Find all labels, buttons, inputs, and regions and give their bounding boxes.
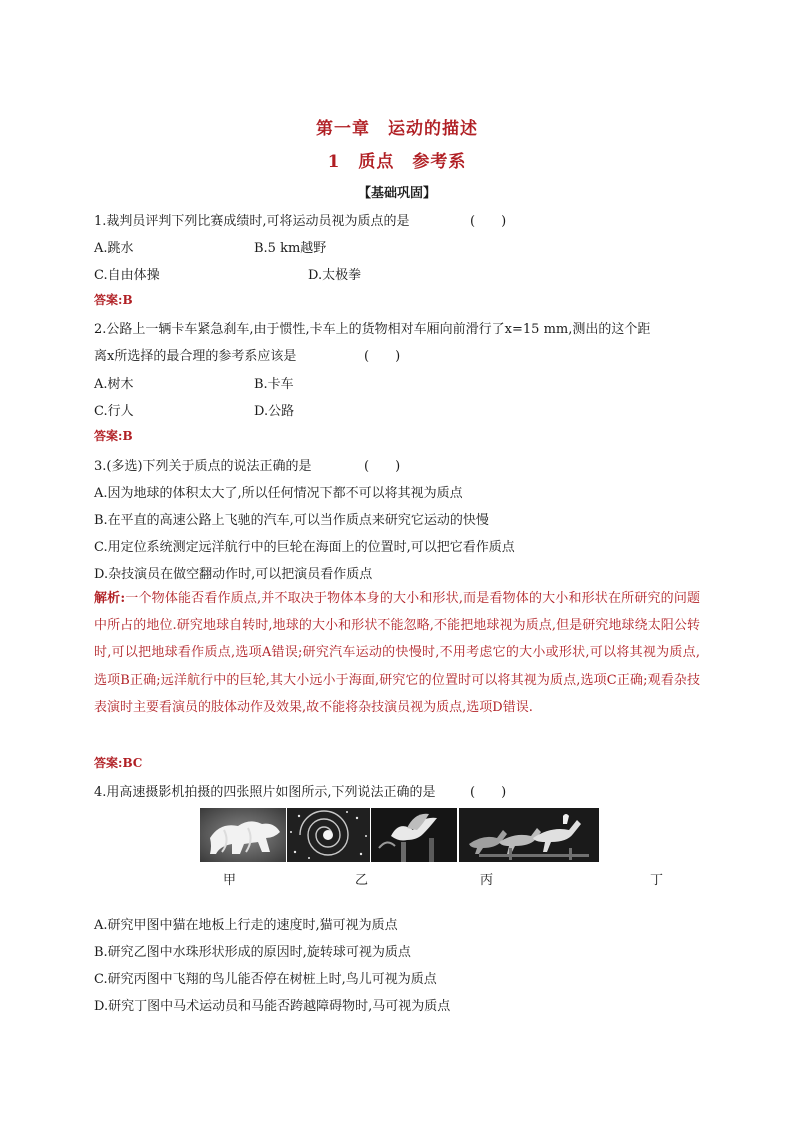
q2-option-c: C.行人 (94, 404, 134, 419)
q1-option-a: A.跳水 (94, 241, 134, 256)
photo-spinning-ball (287, 808, 370, 862)
q2-option-a: A.树木 (94, 377, 134, 392)
photo-equestrian (459, 808, 599, 862)
caption-jia: 甲 (223, 873, 237, 888)
q3-stem: 3.(多选)下列关于质点的说法正确的是 (94, 459, 312, 474)
q3-analysis: 解析:一个物体能否看作质点,并不取决于物体本身的大小和形状,而是看物体的大小和形状在所研究的问题中所占的地位.研究地球自转时,地球的大小和形状不能忽略,不能把地球视为质点,但是研究地球绕太阳公转时,可以把地球看作质点,选项A错误;研究汽车运动的快慢时,不用考虑它的大小或形状,可以将其视为质点,选项B正确;远洋航行中的巨轮,其大小远小于海面,研究它的位置时可以将其视为质点,选项C正确;观看杂技表演时主要看演员的肢体动作及效果,故不能将杂技演员视为质点,选项D错误. (94, 591, 700, 715)
q4-option-c: C.研究丙图中飞翔的鸟儿能否停在树桩上时,鸟儿可视为质点 (94, 972, 437, 987)
caption-yi: 乙 (355, 873, 369, 888)
q2-answer: 答案:B (94, 429, 133, 443)
section-title: 1 质点 参考系 (327, 152, 467, 172)
q2-stem-line2: 离x所选择的最合理的参考系应该是 (94, 349, 297, 364)
q2-option-d: D.公路 (254, 404, 295, 419)
caption-ding: 丁 (650, 873, 664, 888)
q4-paren: ( ) (470, 785, 507, 800)
q4-stem: 4.用高速摄影机拍摄的四张照片如图所示,下列说法正确的是 (94, 785, 436, 800)
q4-option-d: D.研究丁图中马术运动员和马能否跨越障碍物时,马可视为质点 (94, 999, 451, 1014)
q2-paren: ( ) (364, 349, 401, 364)
caption-bing: 丙 (480, 873, 494, 888)
q1-option-d: D.太极拳 (308, 268, 362, 283)
q1-stem: 1.裁判员评判下列比赛成绩时,可将运动员视为质点的是 (94, 214, 410, 229)
q1-answer: 答案:B (94, 293, 133, 307)
q3-option-d: D.杂技演员在做空翻动作时,可以把演员看作质点 (94, 567, 373, 582)
q3-paren: ( ) (364, 459, 401, 474)
q2-option-b: B.卡车 (254, 377, 294, 392)
chapter-title: 第一章 运动的描述 (316, 119, 478, 139)
q1-option-b: B.5 km越野 (254, 241, 327, 256)
analysis-label: 解析: (94, 591, 126, 606)
q3-option-c: C.用定位系统测定远洋航行中的巨轮在海面上的位置时,可以把它看作质点 (94, 540, 515, 555)
q4-option-b: B.研究乙图中水珠形状形成的原因时,旋转球可视为质点 (94, 945, 411, 960)
q2-stem-line1: 2.公路上一辆卡车紧急刹车,由于惯性,卡车上的货物相对车厢向前滑行了x=15 mm,测出的这个距 (94, 322, 651, 337)
q3-option-b: B.在平直的高速公路上飞驰的汽车,可以当作质点来研究它运动的快慢 (94, 513, 489, 528)
q1-option-c: C.自由体操 (94, 268, 160, 283)
q3-answer: 答案:BC (94, 756, 143, 770)
section-label: 【基础巩固】 (357, 186, 436, 201)
q3-option-a: A.因为地球的体积太大了,所以任何情况下都不可以将其视为质点 (94, 486, 463, 501)
q1-paren: ( ) (470, 214, 507, 229)
photo-cat (200, 808, 286, 862)
q4-option-a: A.研究甲图中猫在地板上行走的速度时,猫可视为质点 (94, 918, 398, 933)
photo-bird (371, 808, 457, 862)
